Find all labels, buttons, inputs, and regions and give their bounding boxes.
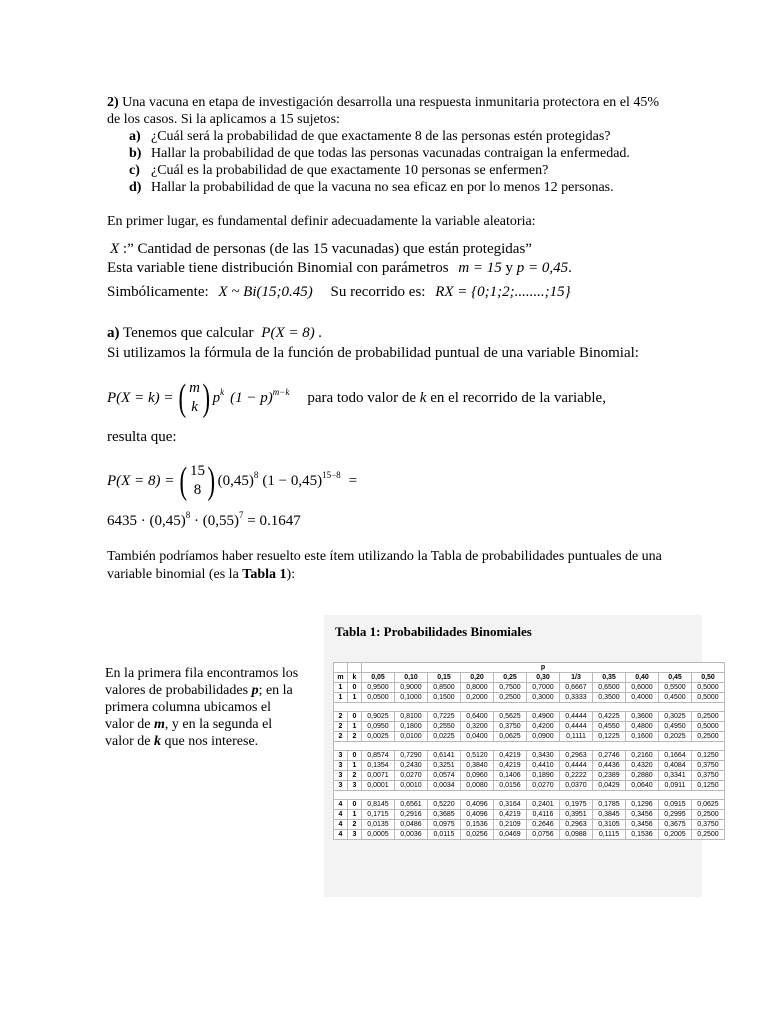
table-cell: 0,0500 [362,693,395,703]
item-text: Hallar la probabilidad de que la vacuna no sea eficaz en por lo menos 12 personas. [151,180,614,195]
table-cell: 0,2389 [593,771,626,781]
table-cell: 0,4200 [527,722,560,732]
cell-m: 3 [334,771,348,781]
table-cell: 0,2916 [395,810,428,820]
calc-eq: = [348,473,358,489]
table-cell: 0,3333 [560,693,593,703]
part-a-line2: Si utilizamos la fórmula de la función de probabilidad puntual de una variable Binomial: [107,345,639,361]
table-cell: 0,4219 [494,751,527,761]
table-cell: 0,3750 [692,761,725,771]
side-note-line1: En la primera fila encontramos los [105,666,299,681]
table-cell: 0,2005 [659,830,692,840]
table-p-header-row [334,663,725,673]
table-cell: 0,0034 [428,781,461,791]
table-cell: 0,2025 [659,732,692,742]
variable-definition-text: :” Cantidad de personas (de las 15 vacunadas) que están protegidas” [122,241,532,257]
table-cell: 0,7290 [395,751,428,761]
side-note-line3: primera columna ubicamos el [105,700,271,715]
item-text: ¿Cuál será la probabilidad de que exactamente 8 de las personas estén protegidas? [151,129,611,144]
table-cell: 0,3750 [692,820,725,830]
column-header-p: 0,50 [692,673,725,683]
table-cell: 0,0625 [692,800,725,810]
calc-q: $(1 - 0,45)^{15-8}$ [262,470,341,489]
table-cell: 0,6141 [428,751,461,761]
side-note-line4: valor de m, y en la segunda el [105,717,273,732]
table-cell: 0,2500 [692,712,725,722]
table-cell: 0,0100 [395,732,428,742]
cell-k: 0 [348,751,362,761]
table-cell: 0,0486 [395,820,428,830]
calc-result: $6435 \cdot (0,45)^8 \cdot (0,55)^7 = 0.1647$ [107,510,301,529]
table-cell: 0,2222 [560,771,593,781]
table-cell: 0,3685 [428,810,461,820]
column-header-p: 0,05 [362,673,395,683]
table-cell: 0,2160 [626,751,659,761]
table-cell: 0,6400 [461,712,494,722]
calc-binomial [177,462,217,500]
cell-k: 1 [348,693,362,703]
table-cell: 0,0005 [362,830,395,840]
table-cell: 0,5220 [428,800,461,810]
table-cell: 0,3845 [593,810,626,820]
range-expr: RX = {0;1;2;........;15} [435,284,571,300]
table-row [334,732,725,742]
variable-definition [110,240,532,258]
table-cell: 0,3675 [659,820,692,830]
table-cell: 0,3000 [527,693,560,703]
symbolic-expr: X ~ Bi(15;0.45) [218,284,313,300]
table-row [334,830,725,840]
cell-m: 3 [334,751,348,761]
binom-stack [189,379,200,417]
item-text: Hallar la probabilidad de que todas las personas vacunadas contraigan la enfermedad. [151,146,630,161]
table-cell: 0,2500 [692,830,725,840]
table-cell: 0,4900 [527,712,560,722]
table-cell: 0,0469 [494,830,527,840]
table-cell: 0,0900 [527,732,560,742]
column-header-p: 0,35 [593,673,626,683]
table-cell: 0,1000 [395,693,428,703]
table-cell: 0,2963 [560,751,593,761]
table-cell: 0,3750 [692,771,725,781]
table-cell: 0,2401 [527,800,560,810]
item-text: ¿Cuál es la probabilidad de que exactamente 10 personas se enfermen? [151,163,549,178]
table-cell: 0,0225 [428,732,461,742]
table-row [334,683,725,693]
table-row [334,820,725,830]
cell-m: 4 [334,800,348,810]
table-cell: 0,8100 [395,712,428,722]
column-header-p: 0,10 [395,673,428,683]
table-cell: 0,0370 [560,781,593,791]
table-cell: 0,3430 [527,751,560,761]
part-a-text: Tenemos que calcular [122,325,254,341]
table-ref-line1: También podríamos haber resuelto este ítem utilizando la Tabla de probabilidades puntuales de una [107,549,662,564]
param-end: . [568,260,572,276]
table-cell: 0,6000 [626,683,659,693]
header-blank [334,663,348,673]
table-cell: 0,2500 [692,732,725,742]
table-row [334,771,725,781]
table-cell: 0,4000 [626,693,659,703]
column-header-p: 0,25 [494,673,527,683]
table-cell: 0,2500 [692,810,725,820]
table-cell: 0,3456 [626,810,659,820]
cell-k: 2 [348,820,362,830]
table-row [334,722,725,732]
table-cell: 0,1800 [395,722,428,732]
table-cell: 0,4084 [659,761,692,771]
table-row [334,751,725,761]
p-label: p [362,663,725,673]
symbolic-label: Simbólicamente: [107,284,209,300]
left-paren: ( [179,377,187,419]
table-cell: 0,7000 [527,683,560,693]
table-cell: 0,7500 [494,683,527,693]
table-cell: 0,3200 [461,722,494,732]
column-header-p: 0,30 [527,673,560,683]
cell-m: 3 [334,781,348,791]
binomial-table [333,662,725,840]
table-cell: 0,0950 [362,722,395,732]
column-header-p: 0,20 [461,673,494,683]
table-cell: 0,0640 [626,781,659,791]
table-cell: 0,1500 [428,693,461,703]
right-paren: ) [202,377,211,419]
table-cell: 0,5000 [692,683,725,693]
side-note-line5: valor de k que nos interese. [105,734,259,749]
binom-top: m [189,380,200,396]
item-label: a) [129,129,141,144]
side-note [105,665,298,750]
item-label: b) [129,146,142,161]
table-cell: 0,2500 [494,693,527,703]
cell-m: 2 [334,722,348,732]
binomial-formula [107,379,606,417]
table-cell: 0,4800 [626,722,659,732]
param-y: y [505,260,514,276]
table-cell: 0,3341 [659,771,692,781]
problem-number: 2) [107,95,119,110]
table-row [334,810,725,820]
table-row [334,693,725,703]
table-cell: 0,5500 [659,683,692,693]
table-cell: 0,1296 [626,800,659,810]
table-cell: 0,3164 [494,800,527,810]
table-cell: 0,4500 [659,693,692,703]
item-label: d) [129,180,142,195]
table-cell: 0,0756 [527,830,560,840]
formula-p: $p^k$ [212,387,225,406]
binom-stack [190,462,205,500]
table-cell: 0,0025 [362,732,395,742]
table-cell: 0,8000 [461,683,494,693]
cell-m: 1 [334,693,348,703]
table-cell: 0,1250 [692,781,725,791]
table-cell: 0,0010 [395,781,428,791]
resulta-text: resulta que: [107,429,177,445]
table-cell: 0,0915 [659,800,692,810]
table-cell: 0,3600 [626,712,659,722]
table-cell: 0,6667 [560,683,593,693]
table-cell: 0,2646 [527,820,560,830]
table-cell: 0,8145 [362,800,395,810]
table-cell: 0,0080 [461,781,494,791]
problem-text-1: Una vacuna en etapa de investigación desarrolla una respuesta inmunitaria protectora en el 45% [122,95,660,110]
table-cell: 0,5000 [692,722,725,732]
table-cell: 0,6500 [593,683,626,693]
table-cell: 0,3251 [428,761,461,771]
table-cell: 0,4096 [461,800,494,810]
table-cell: 0,5625 [494,712,527,722]
cell-m: 2 [334,732,348,742]
gap-cell [334,791,725,800]
part-a-expr: P(X = 8) . [261,325,323,341]
problem-statement-line1 [107,94,659,111]
binomial-coefficient [176,379,212,417]
table-cell: 0,7225 [428,712,461,722]
table-cell: 0,0071 [362,771,395,781]
table-title: Tabla 1: Probabilidades Binomiales [335,624,532,639]
cell-k: 0 [348,800,362,810]
cell-k: 0 [348,712,362,722]
binom-top: 15 [189,463,205,479]
table-cell: 0,0156 [494,781,527,791]
table-row [334,761,725,771]
cell-m: 4 [334,820,348,830]
symbolic-line [107,283,571,301]
table-cell: 0,9025 [362,712,395,722]
cell-k: 0 [348,683,362,693]
table-cell: 0,2995 [659,810,692,820]
table-ref-line2: variable binomial (es la Tabla 1): [107,567,296,582]
table-group-gap [334,791,725,800]
param-p: p = 0,45 [516,260,569,276]
column-header-p: 0,40 [626,673,659,683]
table-cell: 0,1890 [527,771,560,781]
table-cell: 0,3750 [494,722,527,732]
table-cell: 0,4436 [593,761,626,771]
table-cell: 0,0911 [659,781,692,791]
column-header-k: k [348,673,362,683]
calc-p: $(0,45)^8$ [217,470,259,489]
formula-lhs: P(X = k) = [107,390,174,406]
table-cell: 0,0400 [461,732,494,742]
table-cell: 0,0988 [560,830,593,840]
table-cell: 0,4550 [593,722,626,732]
cell-k: 3 [348,781,362,791]
table-cell: 0,4444 [560,761,593,771]
table-group-gap [334,703,725,712]
part-a-label: a) [107,325,120,341]
cell-m: 1 [334,683,348,693]
table-cell: 0,1536 [626,830,659,840]
table-cell: 0,0001 [362,781,395,791]
table-cell: 0,9500 [362,683,395,693]
table-cell: 0,2746 [593,751,626,761]
table-row [334,800,725,810]
table-cell: 0,3500 [593,693,626,703]
table-cell: 0,2430 [395,761,428,771]
table-cell: 0,1536 [461,820,494,830]
table-cell: 0,4950 [659,722,692,732]
calc-lhs: P(X = 8) = [107,473,175,489]
cell-m: 4 [334,830,348,840]
table-cell: 0,4225 [593,712,626,722]
right-paren: ) [207,460,216,502]
table-cell: 0,0960 [461,771,494,781]
table-cell: 0,4096 [461,810,494,820]
gap-cell [334,742,725,751]
range-label: Su recorrido es: [330,284,426,300]
table-cell: 0,6561 [395,800,428,810]
table-cell: 0,0270 [395,771,428,781]
table-row [334,781,725,791]
column-header-p: 0,15 [428,673,461,683]
table-cell: 0,1115 [593,830,626,840]
table-cell: 0,4410 [527,761,560,771]
table-cell: 0,0115 [428,830,461,840]
table-cell: 0,2109 [494,820,527,830]
table-cell: 0,3456 [626,820,659,830]
table-cell: 0,0036 [395,830,428,840]
cell-k: 1 [348,722,362,732]
table-cell: 0,1715 [362,810,395,820]
column-header-p: 1/3 [560,673,593,683]
side-note-line2: valores de probabilidades p; en la [105,683,293,698]
table-cell: 0,4444 [560,712,593,722]
left-paren: ( [179,460,188,502]
table-cell: 0,4219 [494,810,527,820]
table-cell: 0,1785 [593,800,626,810]
item-label: c) [129,163,140,178]
table-cell: 0,4320 [626,761,659,771]
table-cell: 0,4219 [494,761,527,771]
problem-item-d [129,179,614,196]
table-cell: 0,1111 [560,732,593,742]
binom-bottom: k [191,399,198,415]
param-m: m = 15 [458,260,502,276]
table-cell: 0,4444 [560,722,593,732]
cell-m: 4 [334,810,348,820]
table-cell: 0,3105 [593,820,626,830]
table-cell: 0,1225 [593,732,626,742]
binom-bottom: 8 [193,482,202,498]
table-cell: 0,1250 [692,751,725,761]
problem-statement-line2: de los casos. Si la aplicamos a 15 sujetos: [107,112,340,127]
cell-k: 1 [348,810,362,820]
column-header-p: 0,45 [659,673,692,683]
table-cell: 0,2550 [428,722,461,732]
cell-k: 3 [348,830,362,840]
cell-k: 1 [348,761,362,771]
table-cell: 0,3840 [461,761,494,771]
table-cell: 0,1354 [362,761,395,771]
table-cell: 0,0625 [494,732,527,742]
table-cell: 0,0574 [428,771,461,781]
column-header-m: m [334,673,348,683]
cell-m: 3 [334,761,348,771]
table-cell: 0,1406 [494,771,527,781]
table-cell: 0,0975 [428,820,461,830]
problem-item-c [129,162,548,179]
table-group-gap [334,742,725,751]
table-cell: 0,2000 [461,693,494,703]
table-cell: 0,0256 [461,830,494,840]
table-cell: 0,4116 [527,810,560,820]
table-cell: 0,3951 [560,810,593,820]
calc-formula [107,462,357,500]
table-cell: 0,0429 [593,781,626,791]
table-cell: 0,8500 [428,683,461,693]
distribution-line [107,259,572,277]
table-cell: 0,2963 [560,820,593,830]
intro-text: En primer lugar, es fundamental definir adecuadamente la variable aleatoria: [107,214,536,229]
table-cell: 0,0135 [362,820,395,830]
cell-k: 2 [348,771,362,781]
table-column-header-row [334,673,725,683]
header-blank [348,663,362,673]
table-cell: 0,9000 [395,683,428,693]
gap-cell [334,703,725,712]
table-cell: 0,1600 [626,732,659,742]
distribution-text: Esta variable tiene distribución Binomial con parámetros [107,260,449,276]
table-cell: 0,3025 [659,712,692,722]
table-cell: 0,0270 [527,781,560,791]
problem-item-a [129,128,610,145]
table-row [334,712,725,722]
table-cell: 0,5000 [692,693,725,703]
cell-m: 2 [334,712,348,722]
table-cell: 0,8574 [362,751,395,761]
table-cell: 0,2880 [626,771,659,781]
formula-note: para todo valor de k en el recorrido de la variable, [307,390,606,406]
table-cell: 0,1664 [659,751,692,761]
table-cell: 0,5120 [461,751,494,761]
cell-k: 2 [348,732,362,742]
problem-item-b [129,145,630,162]
part-a-line1 [107,324,322,342]
formula-q: $(1 - p)^{m-k}$ [230,387,290,406]
table-cell: 0,1975 [560,800,593,810]
variable-symbol: X [110,241,120,257]
